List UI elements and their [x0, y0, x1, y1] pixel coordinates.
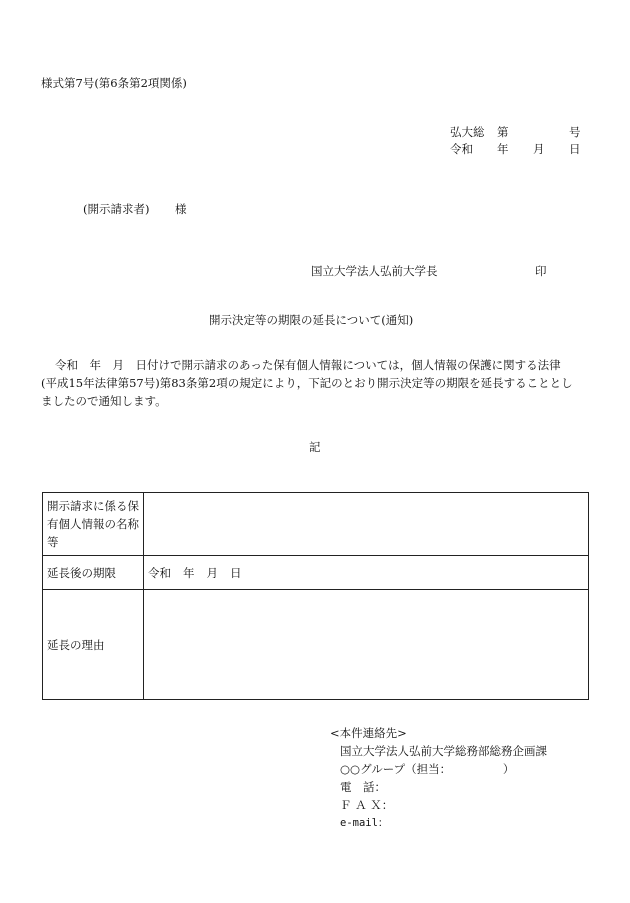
request-info-value[interactable]	[144, 493, 589, 556]
ki-heading: 記	[309, 440, 321, 454]
sender-name: 国立大学法人弘前大学長	[311, 264, 438, 278]
deadline-day: 日	[230, 565, 242, 580]
body-line-3: ましたので通知します。	[41, 394, 167, 408]
contact-email: e-mail：	[340, 817, 389, 829]
table-row	[43, 590, 589, 700]
addressee-placeholder: (開示請求者)	[83, 202, 150, 216]
extension-reason-label: 延長の理由	[43, 590, 144, 700]
extended-deadline-label: 延長後の期限	[43, 556, 144, 590]
table-row	[43, 556, 589, 590]
table-row	[43, 493, 589, 556]
contact-heading: <本件連絡先>	[330, 726, 407, 740]
seal-mark: 印	[535, 264, 547, 278]
reference-dai: 第	[497, 125, 509, 139]
form-number: 様式第7号(第6条第2項関係)	[41, 76, 187, 90]
extension-table	[42, 492, 589, 700]
contact-department: 国立大学法人弘前大学総務部総務企画課	[340, 744, 547, 758]
date-year-unit: 年	[497, 142, 509, 156]
date-month-unit: 月	[533, 142, 545, 156]
contact-fax: Ｆ Ａ Ｘ：	[340, 798, 394, 812]
extension-reason-value[interactable]	[144, 590, 589, 700]
document-title: 開示決定等の期限の延長について(通知)	[209, 313, 414, 327]
contact-group: ○○グループ（担当： ）	[340, 762, 515, 776]
extended-deadline-value[interactable]	[144, 556, 589, 590]
date-era: 令和	[450, 142, 473, 156]
date-day-unit: 日	[569, 142, 581, 156]
body-line-1: 令和 年 月 日付けで開示請求のあった保有個人情報については，個人情報の保護に関する法律	[55, 358, 561, 372]
request-info-label: 開示請求に係る保有個人情報の名称等	[43, 493, 144, 556]
addressee-honorific: 様	[175, 202, 187, 216]
deadline-era: 令和	[148, 565, 171, 580]
deadline-year: 年	[183, 565, 195, 580]
reference-prefix: 弘大総	[450, 125, 485, 139]
contact-phone: 電 話：	[340, 780, 386, 794]
deadline-month: 月	[206, 565, 218, 580]
body-line-2: (平成15年法律第57号)第83条第2項の規定により，下記のとおり開示決定等の期限を延長することとし	[41, 376, 573, 390]
reference-go: 号	[569, 125, 581, 139]
contact-block	[330, 724, 547, 832]
body-paragraph	[41, 356, 589, 410]
